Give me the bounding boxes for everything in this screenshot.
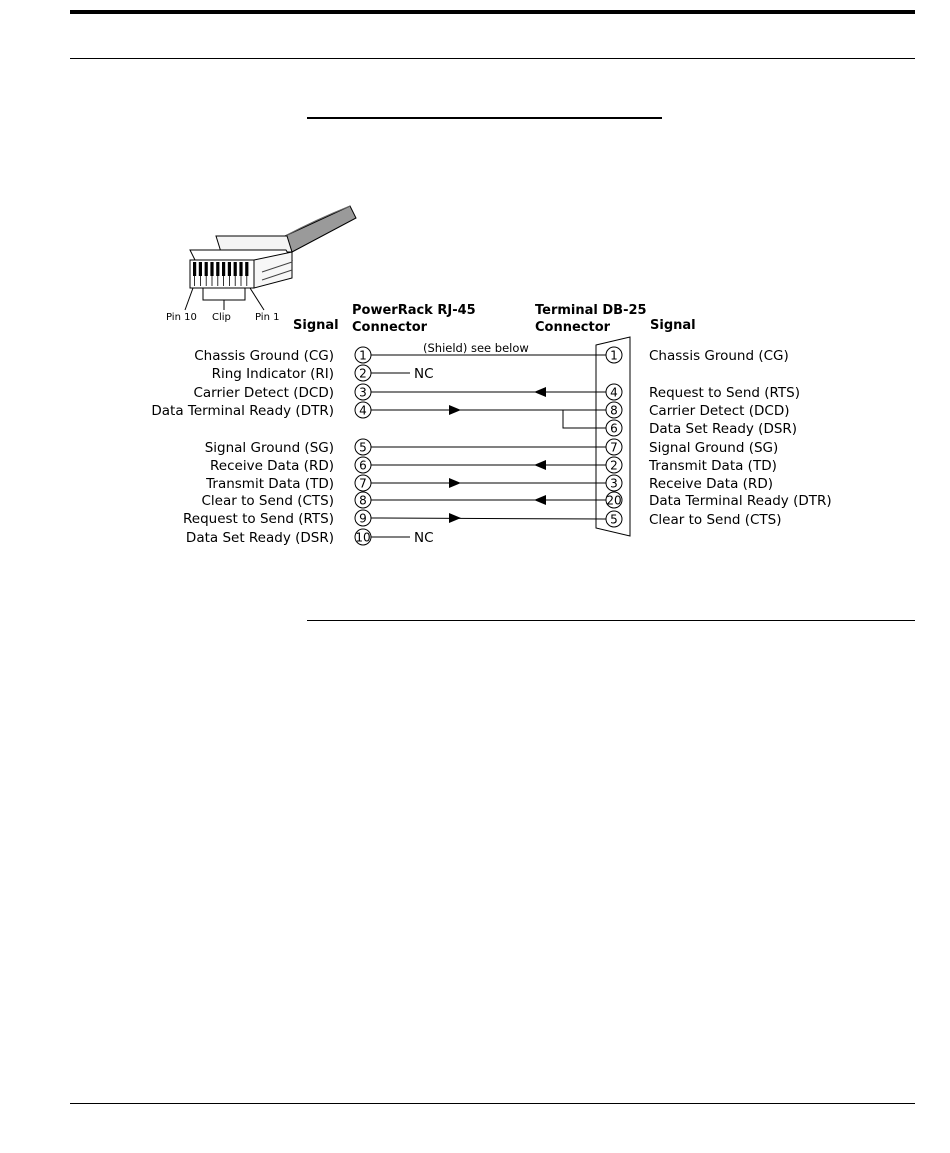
db25-signal-label: Request to Send (RTS) bbox=[649, 385, 801, 401]
plug-contact bbox=[205, 262, 208, 276]
rj45-signal-label: Ring Indicator (RI) bbox=[211, 366, 334, 382]
db25-pin-number: 20 bbox=[606, 493, 622, 508]
plug-clip-label: Clip bbox=[212, 312, 231, 323]
right-signal-header: Signal bbox=[650, 318, 696, 333]
shield-note: (Shield) see below bbox=[423, 341, 529, 355]
db25-signal-label: Data Set Ready (DSR) bbox=[649, 421, 798, 437]
plug-pin10-label: Pin 10 bbox=[166, 312, 197, 323]
rj45-plug-illustration bbox=[185, 206, 356, 310]
arrow-right bbox=[449, 405, 461, 415]
arrow-right bbox=[449, 478, 461, 488]
db25-pin-number: 2 bbox=[610, 458, 618, 473]
rj45-signal-column bbox=[151, 347, 371, 546]
db25-signal-column bbox=[606, 347, 832, 528]
rj45-pin-number: 5 bbox=[359, 440, 367, 455]
nc-labels bbox=[414, 366, 434, 546]
db25-signal-label: Transmit Data (TD) bbox=[649, 458, 777, 474]
wire bbox=[371, 518, 606, 519]
rj45-signal-label: Chassis Ground (CG) bbox=[194, 348, 334, 364]
plug-contact bbox=[193, 262, 196, 276]
footer-rule bbox=[70, 1103, 915, 1104]
rj45-signal-label: Transmit Data (TD) bbox=[206, 476, 334, 492]
arrow-left bbox=[534, 460, 546, 470]
wiring-lines bbox=[371, 355, 606, 537]
arrow-left bbox=[534, 387, 546, 397]
plug-contact bbox=[222, 262, 225, 276]
db25-signal-label: Clear to Send (CTS) bbox=[649, 512, 782, 528]
plug-contact bbox=[245, 262, 248, 276]
nc-label: NC bbox=[414, 530, 434, 546]
rj45-signal-label: Signal Ground (SG) bbox=[204, 440, 334, 456]
rj45-header-line2: Connector bbox=[352, 320, 428, 335]
plug-pin1-label: Pin 1 bbox=[255, 312, 280, 323]
rj45-signal-label: Carrier Detect (DCD) bbox=[193, 385, 334, 401]
db25-pin-number: 5 bbox=[610, 512, 618, 527]
db25-pin-number: 4 bbox=[610, 385, 618, 400]
rj45-signal-label: Clear to Send (CTS) bbox=[201, 493, 334, 509]
db25-signal-label: Chassis Ground (CG) bbox=[649, 348, 789, 364]
rj45-signal-label: Request to Send (RTS) bbox=[182, 511, 334, 527]
rj45-pin-number: 6 bbox=[359, 458, 367, 473]
plug-contact bbox=[210, 262, 213, 276]
db25-signal-label: Carrier Detect (DCD) bbox=[649, 403, 790, 419]
left-signal-header: Signal bbox=[293, 318, 339, 333]
plug-contact bbox=[239, 262, 242, 276]
rj45-pin-number: 8 bbox=[359, 493, 367, 508]
db25-pin-number: 7 bbox=[610, 440, 618, 455]
plug-contact bbox=[234, 262, 237, 276]
rj45-header-line1: PowerRack RJ-45 bbox=[352, 303, 476, 318]
rj45-signal-label: Receive Data (RD) bbox=[210, 458, 334, 474]
db25-signal-label: Signal Ground (SG) bbox=[649, 440, 779, 456]
plug-contact bbox=[199, 262, 202, 276]
rj45-pin-number: 9 bbox=[359, 511, 367, 526]
db25-pin-number: 3 bbox=[610, 476, 618, 491]
rj45-pin-number: 7 bbox=[359, 476, 367, 491]
rj45-pin-number: 2 bbox=[359, 366, 367, 381]
rj45-pin-number: 10 bbox=[355, 530, 371, 545]
direction-arrows bbox=[449, 387, 546, 523]
plug-contact bbox=[228, 262, 231, 276]
arrow-right bbox=[449, 513, 461, 523]
db25-pin-number: 1 bbox=[610, 348, 618, 363]
rj45-signal-label: Data Terminal Ready (DTR) bbox=[151, 403, 334, 419]
rj45-pin-number: 1 bbox=[359, 348, 367, 363]
db25-header-line1: Terminal DB-25 bbox=[535, 303, 647, 318]
db25-header-line2: Connector bbox=[535, 320, 611, 335]
rj45-pin-number: 4 bbox=[359, 403, 367, 418]
rj45-signal-label: Data Set Ready (DSR) bbox=[185, 530, 334, 546]
db25-signal-label: Data Terminal Ready (DTR) bbox=[649, 493, 832, 509]
plug-contact bbox=[216, 262, 219, 276]
nc-label: NC bbox=[414, 366, 434, 382]
db25-pin-number: 6 bbox=[610, 421, 618, 436]
db25-pin-number: 8 bbox=[610, 403, 618, 418]
db25-signal-label: Receive Data (RD) bbox=[649, 476, 773, 492]
rj45-pin-number: 3 bbox=[359, 385, 367, 400]
arrow-left bbox=[534, 495, 546, 505]
dtr-dsr-jumper bbox=[563, 410, 606, 428]
